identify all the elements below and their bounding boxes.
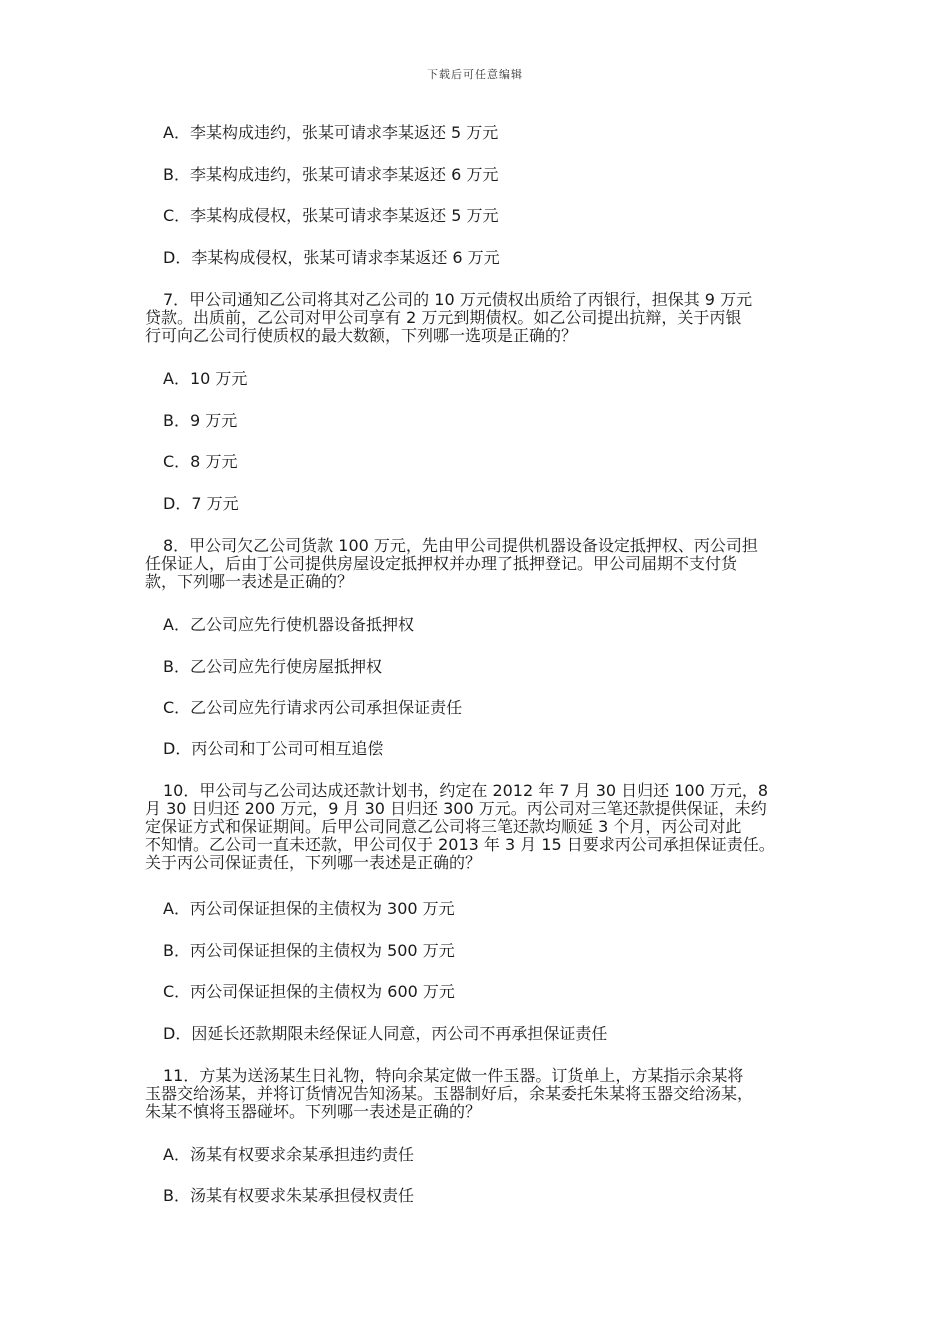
- option-b: B．乙公司应先行使房屋抵押权: [163, 657, 382, 676]
- option-b: B．汤某有权要求朱某承担侵权责任: [163, 1186, 414, 1205]
- question-line: 10．甲公司与乙公司达成还款计划书，约定在 2012 年 7 月 30 日归还 100 万元，8: [163, 781, 769, 800]
- question-line: 贷款。出质前，乙公司对甲公司享有 2 万元到期债权。如乙公司提出抗辩，关于丙银: [145, 308, 742, 327]
- option-d: D．因延长还款期限未经保证人同意，丙公司不再承担保证责任: [163, 1024, 608, 1043]
- question-line: 月 30 日归还 200 万元，9 月 30 日归还 300 万元。丙公司对三笔还款提供保证，未约: [145, 799, 767, 818]
- question-line: 8．甲公司欠乙公司货款 100 万元，先由甲公司提供机器设备设定抵押权、丙公司担: [163, 536, 758, 555]
- option-a: A．10 万元: [163, 369, 248, 388]
- option-a: A．丙公司保证担保的主债权为 300 万元: [163, 899, 455, 918]
- option-c: C．丙公司保证担保的主债权为 600 万元: [163, 982, 455, 1001]
- question-line: 款，下列哪一表述是正确的？: [145, 572, 354, 591]
- question-7: [145, 291, 810, 345]
- option-c: C．8 万元: [163, 452, 238, 471]
- question-8: [145, 537, 810, 591]
- option-c: C．乙公司应先行请求丙公司承担保证责任: [163, 698, 463, 717]
- option-a: A．乙公司应先行使机器设备抵押权: [163, 615, 414, 634]
- option-a: A．汤某有权要求余某承担违约责任: [163, 1145, 414, 1164]
- option-b: B．李某构成违约，张某可请求李某返还 6 万元: [163, 165, 499, 184]
- question-line: 玉器交给汤某，并将订货情况告知汤某。玉器制好后，余某委托朱某将玉器交给汤某，: [145, 1084, 754, 1103]
- question-line: 定保证方式和保证期间。后甲公司同意乙公司将三笔还款均顺延 3 个月，丙公司对此: [145, 817, 742, 836]
- page-header: 下载后可任意编辑: [427, 68, 523, 81]
- question-line: 任保证人，后由丁公司提供房屋设定抵押权并办理了抵押登记。甲公司届期不支付货: [145, 554, 738, 573]
- option-d: D．丙公司和丁公司可相互追偿: [163, 739, 384, 758]
- option-d: D．7 万元: [163, 494, 239, 513]
- question-line: 不知情。乙公司一直未还款，甲公司仅于 2013 年 3 月 15 日要求丙公司承担保证责任。: [145, 835, 775, 854]
- question-line: 行可向乙公司行使质权的最大数额，下列哪一选项是正确的？: [145, 326, 578, 345]
- option-b: B．9 万元: [163, 411, 238, 430]
- question-line: 关于丙公司保证责任，下列哪一表述是正确的？: [145, 853, 482, 872]
- option-d: D．李某构成侵权，张某可请求李某返还 6 万元: [163, 248, 500, 267]
- option-c: C．李某构成侵权，张某可请求李某返还 5 万元: [163, 206, 499, 225]
- question-line: 7．甲公司通知乙公司将其对乙公司的 10 万元债权出质给了丙银行，担保其 9 万元: [163, 290, 753, 309]
- option-a: A．李某构成违约，张某可请求李某返还 5 万元: [163, 123, 499, 142]
- question-10: [145, 782, 810, 872]
- question-11: [145, 1067, 810, 1121]
- question-line: 11．方某为送汤某生日礼物，特向余某定做一件玉器。订货单上，方某指示余某将: [163, 1066, 744, 1085]
- question-line: 朱某不慎将玉器碰坏。下列哪一表述是正确的？: [145, 1102, 482, 1121]
- option-b: B．丙公司保证担保的主债权为 500 万元: [163, 941, 455, 960]
